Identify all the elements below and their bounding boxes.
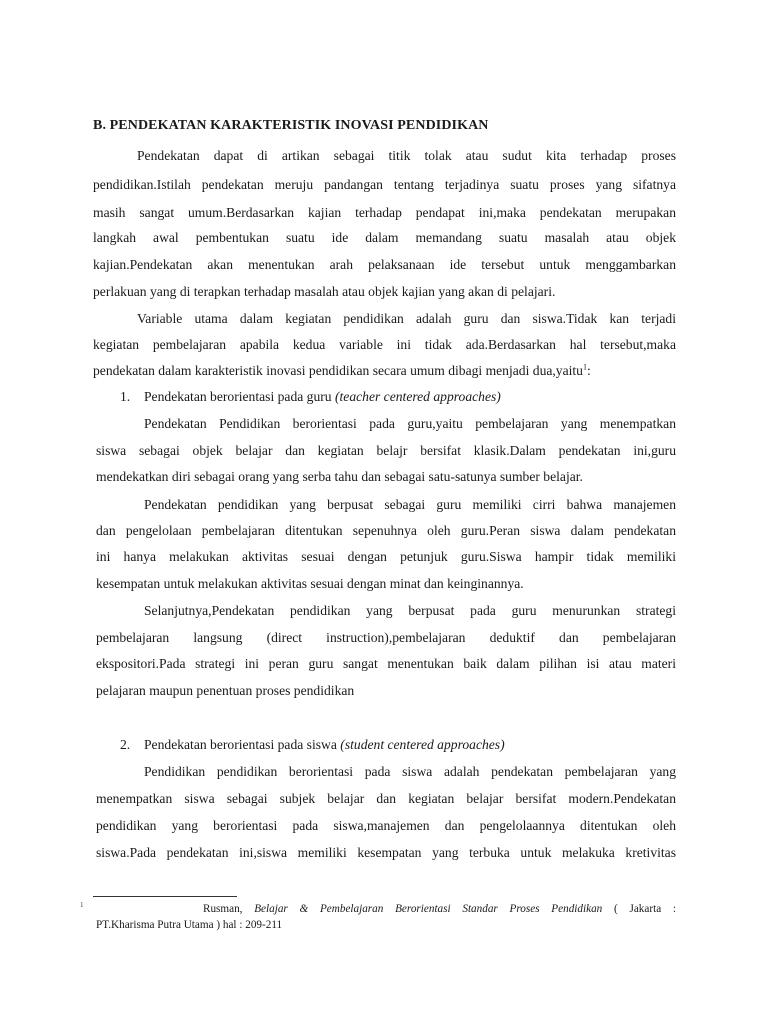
item1-number: 1. <box>120 389 131 404</box>
item1-p1-line-2: siswa sebagai objek belajar dan kegiatan belajr bersifat klasik.Dalam pendekatan ini,guru <box>96 443 676 458</box>
footnote-line-1 <box>203 902 676 916</box>
footnote-separator <box>93 896 237 897</box>
item1-p2-line-2: dan pengelolaan pembelajaran ditentukan sepenuhnya oleh guru.Peran siswa dalam pendekatan <box>96 523 676 538</box>
item2-p1-line-1: Pendidikan pendidikan berorientasi pada siswa adalah pendekatan pembelajaran yang <box>144 764 676 779</box>
footnote-marker: 1 <box>80 901 84 909</box>
item1-p3-line-2: pembelajaran langsung (direct instruction),pembelajaran deduktif dan pembelajaran <box>96 630 676 645</box>
item2-label <box>144 737 505 753</box>
para2-line-3-tail: : <box>586 363 591 378</box>
item1-label <box>144 389 501 405</box>
para1-line-5: kajian.Pendekatan akan menentukan arah pelaksanaan ide tersebut untuk menggambarkan <box>93 257 676 272</box>
footnote-line-2: PT.Kharisma Putra Utama ) hal : 209-211 <box>96 919 283 931</box>
item1-p2-line-3: ini hanya melakukan aktivitas sesuai dengan petunjuk guru.Siswa hampir tidak memiliki <box>96 549 676 564</box>
para1-line-4: langkah awal pembentukan suatu ide dalam memandang suatu masalah atau objek <box>93 230 676 245</box>
item1-p1-line-1: Pendekatan Pendidikan berorientasi pada guru,yaitu pembelajaran yang menempatkan <box>144 416 676 431</box>
para2-line-3-text: pendekatan dalam karakteristik inovasi pendidikan secara umum dibagi menjadi dua,yaitu <box>93 363 583 378</box>
item2-p1-line-3: pendidikan yang berorientasi pada siswa,manajemen dan pengelolaannya ditentukan oleh <box>96 818 676 833</box>
para1-line-3: masih sangat umum.Berdasarkan kajian terhadap pendapat ini,maka pendekatan merupakan <box>93 205 676 220</box>
item1-p2-line-1: Pendekatan pendidikan yang berpusat sebagai guru memiliki cirri bahwa manajemen <box>144 497 676 512</box>
para2-line-3 <box>93 363 591 379</box>
item1-p2-line-4: kesempatan untuk melakukan aktivitas sesuai dengan minat dan keinginannya. <box>96 576 524 591</box>
item1-label-italic: (teacher centered approaches) <box>335 389 501 404</box>
para1-line-2: pendidikan.Istilah pendekatan meruju pandangan tentang terjadinya suatu proses yang sifatnya <box>93 177 676 192</box>
footnote-title: Belajar & Pembelajaran Berorientasi Standar Proses Pendidikan <box>254 903 603 915</box>
item1-p3-line-1: Selanjutnya,Pendekatan pendidikan yang berpusat pada guru menurunkan strategi <box>144 603 676 618</box>
item1-p3-line-4: pelajaran maupun penentuan proses pendidikan <box>96 683 355 698</box>
para1-line-1: Pendekatan dapat di artikan sebagai titik tolak atau sudut kita terhadap proses <box>137 148 676 163</box>
para2-line-1: Variable utama dalam kegiatan pendidikan adalah guru dan siswa.Tidak kan terjadi <box>137 311 676 326</box>
footnote-rest-1: ( Jakarta : <box>614 903 677 915</box>
footnote-reference[interactable]: 1 <box>582 362 587 372</box>
item2-p1-line-2: menempatkan siswa sebagai subjek belajar dan kegiatan belajar bersifat modern.Pendekatan <box>96 791 676 806</box>
item2-number: 2. <box>120 737 131 752</box>
para2-line-2: kegiatan pembelajaran apabila kedua variable ini tidak ada.Berdasarkan hal tersebut,maka <box>93 337 676 352</box>
footnote-author: Rusman, <box>203 903 243 915</box>
item1-p3-line-3: ekspositori.Pada strategi ini peran guru sangat menentukan baik dalam pilihan isi atau materi <box>96 656 676 671</box>
item2-p1-line-4: siswa.Pada pendekatan ini,siswa memiliki kesempatan yang terbuka untuk melakuka kretivitas <box>96 845 676 860</box>
item2-label-text: Pendekatan berorientasi pada siswa <box>144 737 341 752</box>
item1-label-text: Pendekatan berorientasi pada guru <box>144 389 335 404</box>
para1-line-6: perlakuan yang di terapkan terhadap masalah atau objek kajian yang akan di pelajari. <box>93 284 556 299</box>
section-heading: B. PENDEKATAN KARAKTERISTIK INOVASI PENDIDIKAN <box>93 118 489 133</box>
item1-p1-line-3: mendekatkan diri sebagai orang yang serba tahu dan sebagai satu-satunya sumber belajar. <box>96 469 583 484</box>
item2-label-italic: (student centered approaches) <box>340 737 505 752</box>
